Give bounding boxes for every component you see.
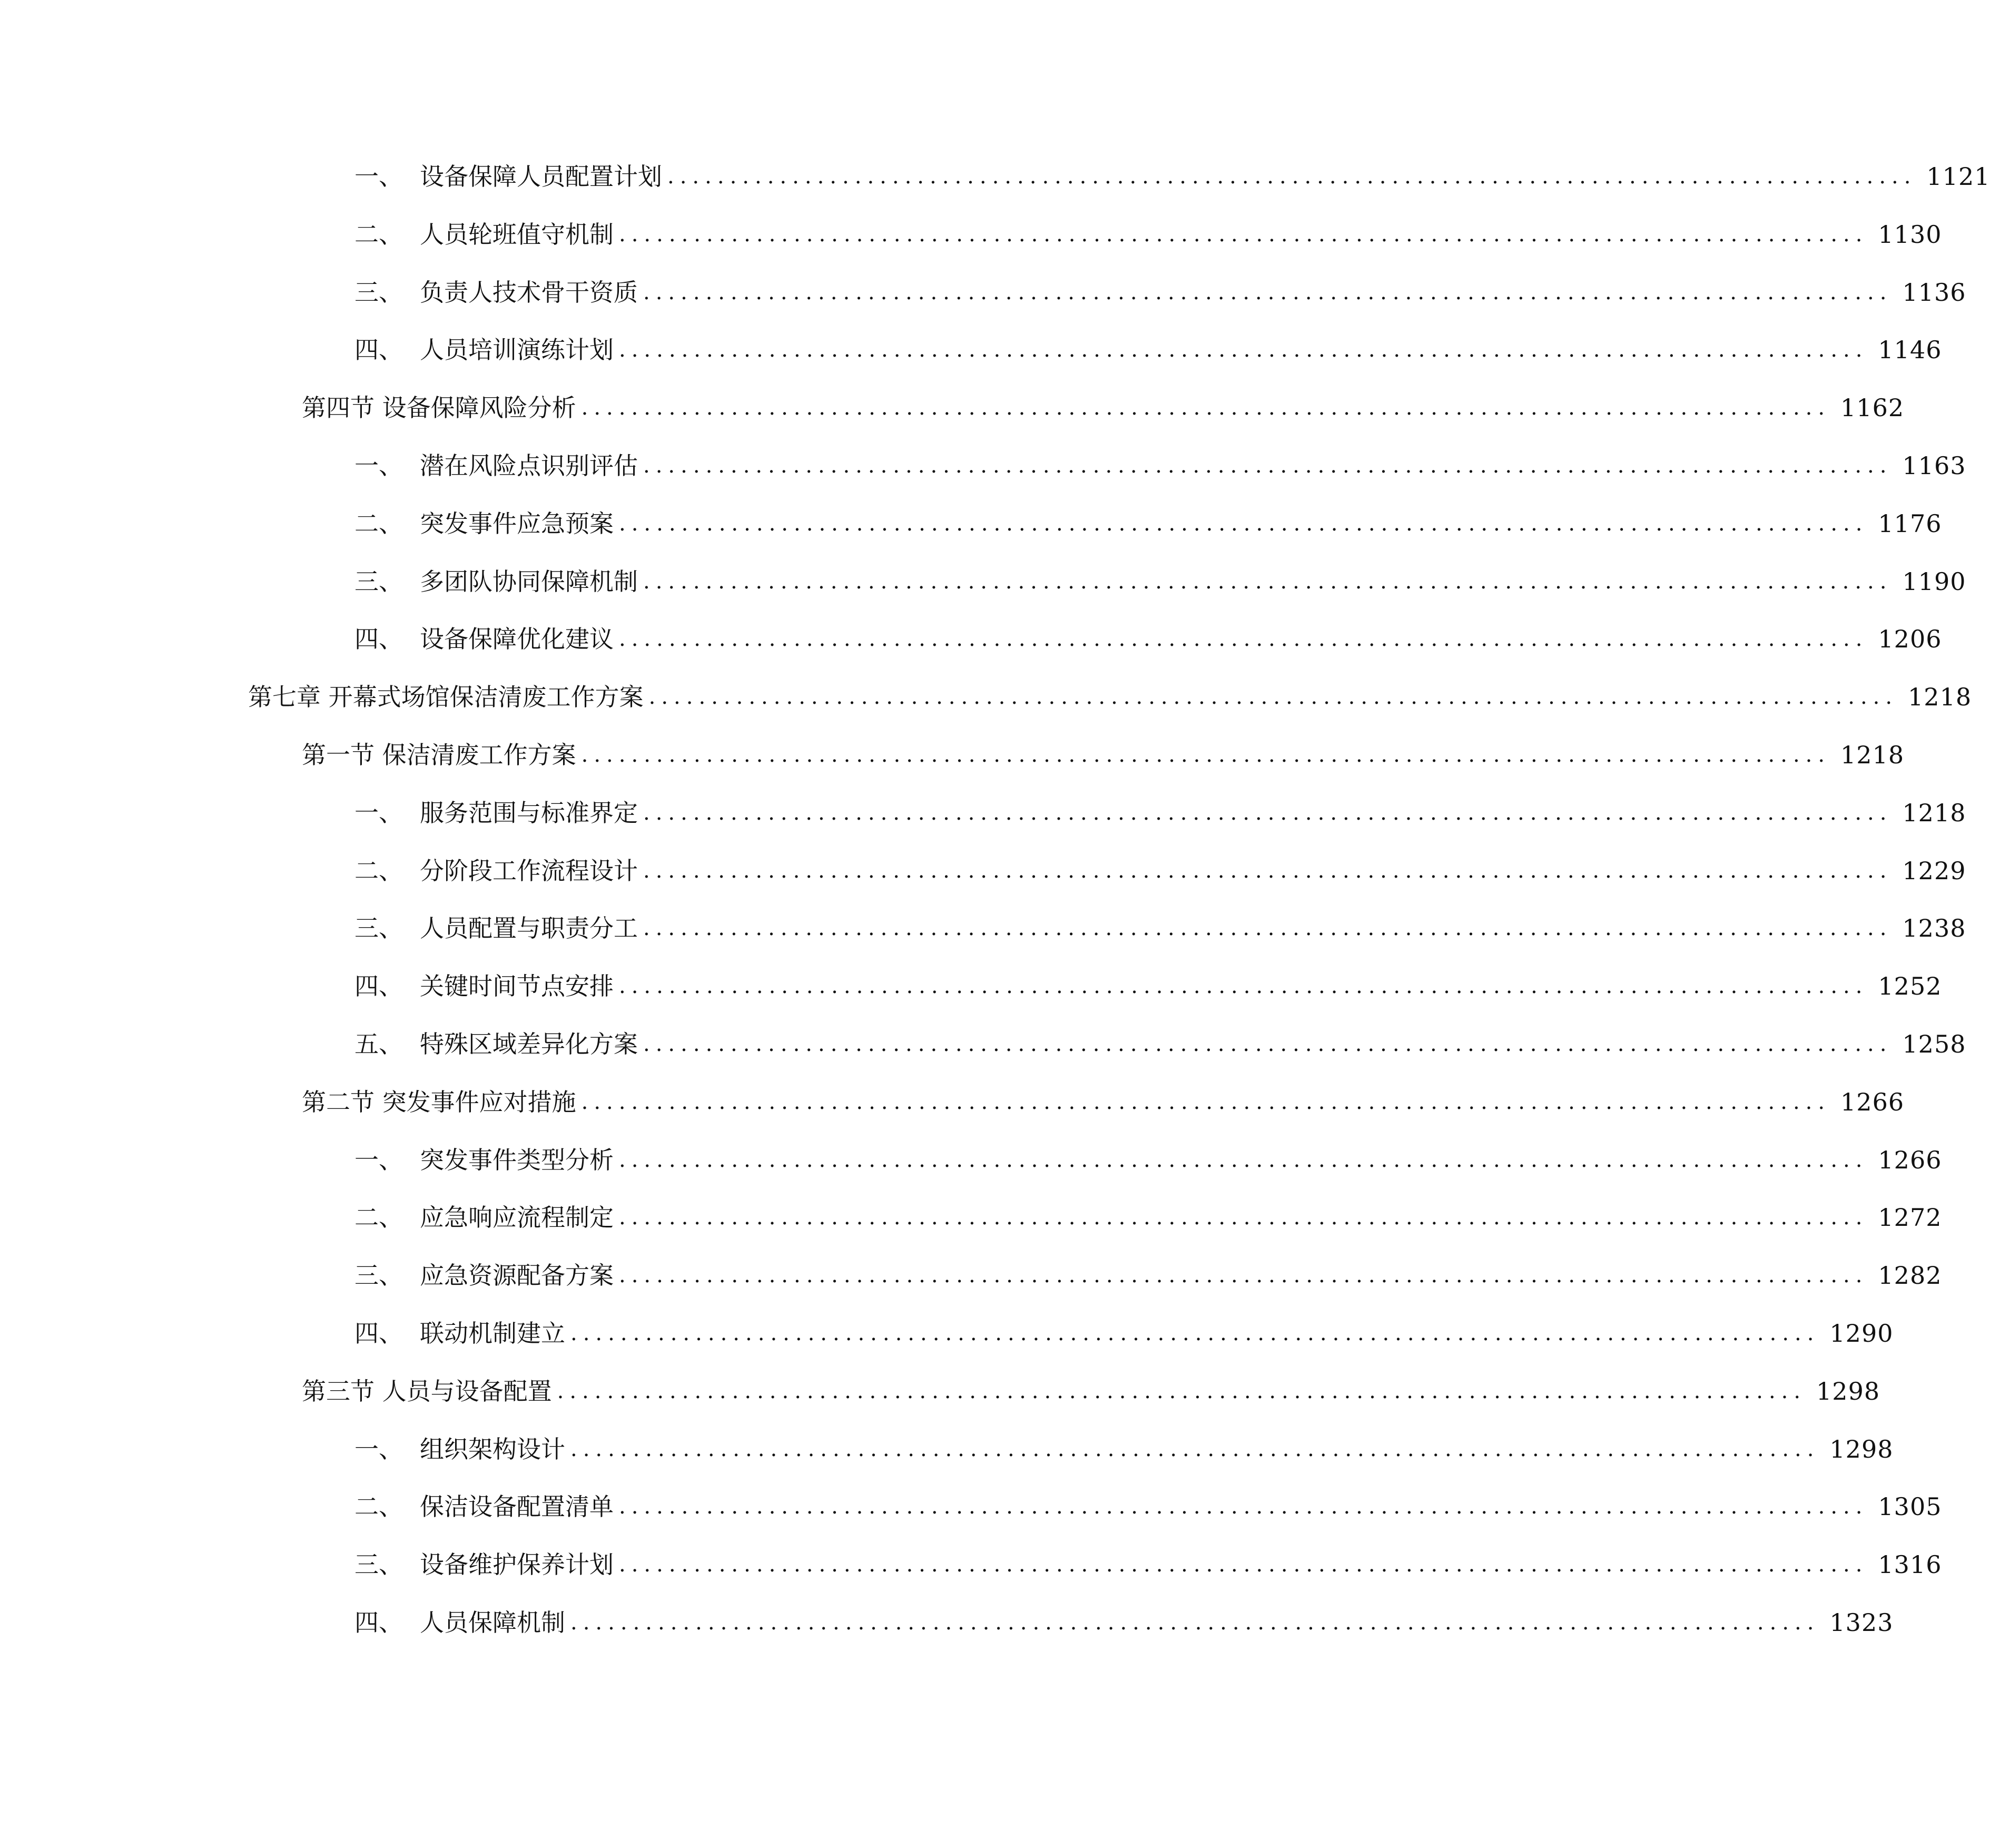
toc-entry-chapter[interactable] (248, 676, 1972, 718)
toc-entry-title: 保洁设备配置清单 (420, 1492, 614, 1521)
toc-entry-page-number: 1163 (1902, 451, 1966, 480)
toc-entry-title: 分阶段工作流程设计 (420, 857, 638, 885)
toc-entry-title: 应急资源配备方案 (420, 1261, 614, 1290)
toc-entry-item[interactable] (354, 907, 1966, 949)
toc-dot-leader: .................................................................................................... (570, 1321, 1820, 1345)
toc-dot-leader: .................................................................................................... (570, 1437, 1820, 1461)
toc-entry-number: 五、 (354, 1030, 403, 1058)
toc-entry-page-number: 1298 (1829, 1435, 1894, 1463)
toc-entry-title: 第七章 开幕式场馆保洁清废工作方案 (248, 683, 644, 711)
toc-dot-leader: .................................................................................................... (557, 1379, 1807, 1403)
toc-entry-page-number: 1266 (1840, 1088, 1905, 1116)
toc-entry-item[interactable] (354, 503, 1942, 545)
toc-dot-leader: .................................................................................................... (643, 916, 1893, 940)
toc-dot-leader: .................................................................................................... (619, 627, 1868, 651)
toc-entry-number: 一、 (354, 451, 403, 480)
toc-dot-leader: .................................................................................................... (619, 974, 1868, 998)
toc-entry-section[interactable] (302, 1081, 1905, 1123)
toc-entry-item[interactable] (354, 561, 1966, 603)
toc-entry-title: 应急响应流程制定 (420, 1203, 614, 1232)
toc-dot-leader: .................................................................................................... (619, 338, 1868, 362)
toc-entry-number: 三、 (354, 567, 403, 596)
toc-entry-page-number: 1190 (1902, 567, 1966, 596)
toc-entry-title: 人员培训演练计划 (420, 336, 614, 364)
toc-entry-number: 二、 (354, 1203, 403, 1232)
toc-entry-page-number: 1290 (1829, 1319, 1894, 1348)
toc-entry-page-number: 1136 (1902, 278, 1966, 307)
toc-entry-title: 设备保障人员配置计划 (420, 162, 662, 191)
toc-entry-page-number: 1218 (1908, 683, 1972, 711)
toc-entry-page-number: 1229 (1902, 857, 1966, 885)
toc-entry-title: 第四节 设备保障风险分析 (302, 394, 576, 422)
toc-dot-leader: .................................................................................................... (667, 164, 1917, 189)
toc-entry-number: 四、 (354, 1608, 403, 1637)
toc-entry-number: 二、 (354, 1492, 403, 1521)
toc-entry-page-number: 1252 (1878, 972, 1942, 1000)
toc-dot-leader: .................................................................................................... (619, 1148, 1868, 1172)
toc-entry-page-number: 1162 (1840, 394, 1905, 422)
toc-entry-number: 三、 (354, 278, 403, 307)
toc-dot-leader: .................................................................................................... (643, 801, 1893, 825)
toc-dot-leader: .................................................................................................... (619, 1205, 1868, 1230)
toc-entry-number: 一、 (354, 1435, 403, 1463)
toc-entry-section[interactable] (302, 1370, 1880, 1412)
toc-dot-leader: .................................................................................................... (581, 743, 1831, 767)
toc-entry-item[interactable] (354, 155, 1990, 198)
toc-entry-title: 人员轮班值守机制 (420, 220, 614, 249)
toc-entry-title: 第二节 突发事件应对措施 (302, 1088, 576, 1116)
toc-entry-number: 四、 (354, 1319, 403, 1348)
toc-entry-title: 多团队协同保障机制 (420, 567, 638, 596)
toc-dot-leader: .................................................................................................... (570, 1610, 1820, 1635)
toc-entry-section[interactable] (302, 734, 1905, 776)
toc-entry-item[interactable] (354, 618, 1942, 660)
toc-dot-leader: .................................................................................................... (619, 1552, 1868, 1577)
toc-entry-item[interactable] (354, 1254, 1942, 1296)
toc-entry-item[interactable] (354, 1312, 1894, 1354)
toc-entry-page-number: 1146 (1878, 336, 1942, 364)
toc-entry-number: 一、 (354, 799, 403, 827)
toc-entry-page-number: 1316 (1878, 1550, 1942, 1579)
toc-dot-leader: .................................................................................................... (648, 685, 1898, 709)
toc-entry-page-number: 1218 (1902, 799, 1966, 827)
toc-entry-title: 突发事件类型分析 (420, 1146, 614, 1174)
toc-entry-section[interactable] (302, 387, 1905, 429)
toc-entry-title: 联动机制建立 (420, 1319, 565, 1348)
toc-entry-title: 人员配置与职责分工 (420, 914, 638, 942)
toc-entry-number: 四、 (354, 336, 403, 364)
toc-dot-leader: .................................................................................................... (619, 222, 1868, 247)
toc-entry-title: 服务范围与标准界定 (420, 799, 638, 827)
toc-dot-leader: .................................................................................................... (581, 396, 1831, 420)
toc-entry-page-number: 1218 (1840, 741, 1905, 769)
toc-entry-page-number: 1238 (1902, 914, 1966, 942)
toc-entry-title: 第三节 人员与设备配置 (302, 1377, 552, 1405)
toc-dot-leader: .................................................................................................... (643, 454, 1893, 478)
toc-entry-number: 二、 (354, 509, 403, 538)
toc-entry-page-number: 1282 (1878, 1261, 1942, 1290)
toc-entry-title: 人员保障机制 (420, 1608, 565, 1637)
toc-entry-title: 关键时间节点安排 (420, 972, 614, 1000)
toc-entry-item[interactable] (354, 213, 1942, 255)
toc-entry-title: 组织架构设计 (420, 1435, 565, 1463)
toc-entry-page-number: 1298 (1816, 1377, 1880, 1405)
toc-dot-leader: .................................................................................................... (619, 512, 1868, 536)
toc-entry-title: 潜在风险点识别评估 (420, 451, 638, 480)
toc-entry-page-number: 1266 (1878, 1146, 1942, 1174)
toc-entry-title: 设备保障优化建议 (420, 625, 614, 653)
toc-entry-page-number: 1130 (1878, 220, 1942, 249)
toc-entry-item[interactable] (354, 850, 1966, 892)
toc-dot-leader: .................................................................................................... (643, 280, 1893, 304)
toc-entry-item[interactable] (354, 329, 1942, 371)
toc-entry-number: 四、 (354, 972, 403, 1000)
toc-entry-item[interactable] (354, 792, 1966, 834)
toc-dot-leader: .................................................................................................... (581, 1090, 1831, 1114)
toc-entry-number: 二、 (354, 857, 403, 885)
toc-entry-number: 三、 (354, 1261, 403, 1290)
toc-dot-leader: .................................................................................................... (643, 569, 1893, 594)
toc-entry-page-number: 1176 (1878, 509, 1942, 538)
toc-entry-item[interactable] (354, 1196, 1942, 1238)
toc-entry-item[interactable] (354, 965, 1942, 1007)
toc-entry-title: 特殊区域差异化方案 (420, 1030, 638, 1058)
toc-entry-page-number: 1121 (1926, 162, 1990, 191)
toc-dot-leader: .................................................................................................... (619, 1495, 1868, 1519)
toc-entry-item[interactable] (354, 271, 1966, 313)
toc-entry-page-number: 1206 (1878, 625, 1942, 653)
toc-entry-item[interactable] (354, 445, 1966, 487)
toc-entry-item[interactable] (354, 1486, 1942, 1528)
toc-entry-page-number: 1305 (1878, 1492, 1942, 1521)
toc-entry-page-number: 1323 (1829, 1608, 1894, 1637)
toc-dot-leader: .................................................................................................... (643, 1032, 1893, 1056)
toc-entry-item[interactable] (354, 1601, 1894, 1644)
toc-entry-number: 四、 (354, 625, 403, 653)
toc-dot-leader: .................................................................................................... (619, 1263, 1868, 1287)
toc-entry-title: 设备维护保养计划 (420, 1550, 614, 1579)
toc-entry-page-number: 1258 (1902, 1030, 1966, 1058)
toc-entry-item[interactable] (354, 1544, 1942, 1586)
toc-entry-number: 三、 (354, 914, 403, 942)
toc-entry-page-number: 1272 (1878, 1203, 1942, 1232)
toc-entry-title: 负责人技术骨干资质 (420, 278, 638, 307)
toc-entry-number: 三、 (354, 1550, 403, 1579)
toc-entry-item[interactable] (354, 1139, 1942, 1181)
toc-dot-leader: .................................................................................................... (643, 859, 1893, 883)
toc-entry-number: 一、 (354, 162, 403, 191)
toc-entry-title: 突发事件应急预案 (420, 509, 614, 538)
toc-entry-title: 第一节 保洁清废工作方案 (302, 741, 576, 769)
toc-entry-item[interactable] (354, 1428, 1894, 1470)
toc-entry-number: 一、 (354, 1146, 403, 1174)
toc-entry-item[interactable] (354, 1023, 1966, 1065)
toc-entry-number: 二、 (354, 220, 403, 249)
